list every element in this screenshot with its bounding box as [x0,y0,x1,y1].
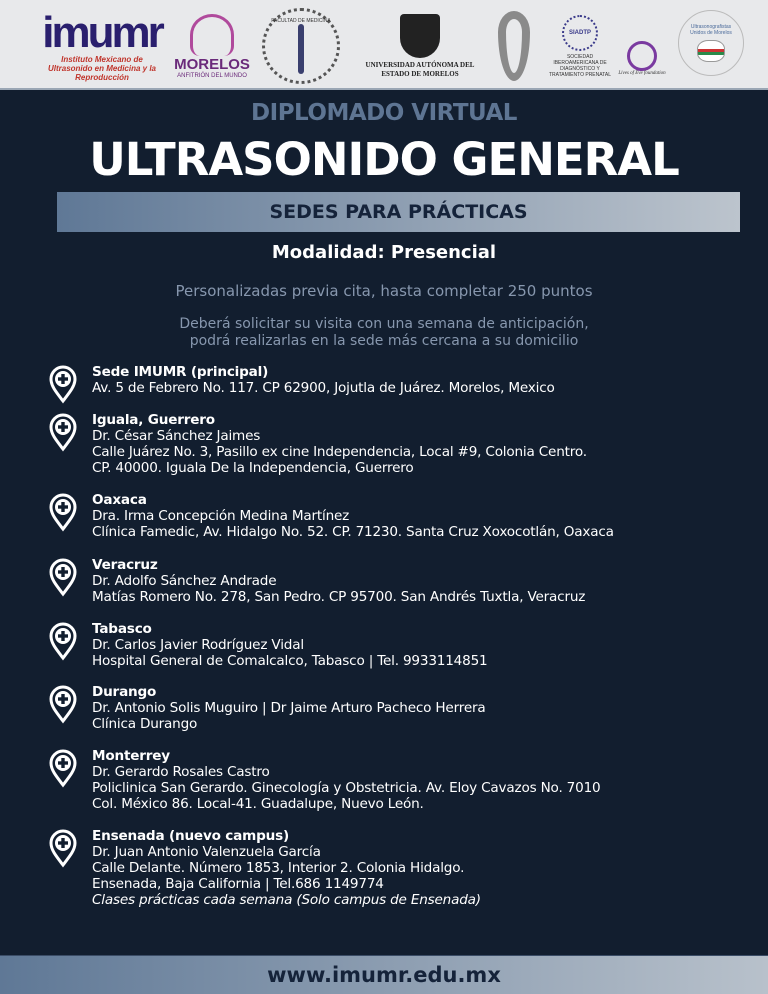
sede-line: Clínica Famedic, Av. Hidalgo No. 52. CP. 71230. Santa Cruz Xoxocotlán, Oaxaca [92,524,614,540]
sede-item [48,828,748,908]
modality: Modalidad: Presencial [271,242,497,263]
mother-child-icon [498,11,530,81]
location-pin-icon [48,748,78,788]
sede-name: Monterrey [92,748,170,764]
uaem-logo: UNIVERSIDAD AUTÓNOMA DEL ESTADO DE MORELOS [360,6,480,86]
sede-name: Oaxaca [92,492,147,508]
lotus-icon [190,14,234,56]
drop-logo [490,8,538,84]
location-pin-icon [48,492,78,532]
sede-name: Durango [92,684,157,700]
caduceus-icon [298,24,304,74]
sede-line: Ensenada, Baja California | Tel.686 1149774 [92,876,384,892]
location-pin-icon [48,412,78,452]
sede-line: Calle Delante. Número 1853, Interior 2. Colonia Hidalgo. [92,860,465,876]
sede-line: Dr. Gerardo Rosales Castro [92,764,270,780]
facultad-medicina-logo: FACULTAD DE MEDICINA [262,8,340,84]
sede-line: Dr. Antonio Solis Muguiro | Dr Jaime Arturo Pacheco Herrera [92,700,486,716]
sede-item [48,621,748,669]
imumr-logo: imumr Instituto Mexicano de Ultrasonido en Medicina y la Reproducción [42,7,162,82]
sede-line: Calle Juárez No. 3, Pasillo ex cine Independencia, Local #9, Colonia Centro. [92,444,587,460]
sede-note: Clases prácticas cada semana (Solo campus de Ensenada) [92,892,481,908]
sede-item [48,492,748,540]
sede-name: Veracruz [92,557,158,573]
sede-line: Col. México 86. Local-41. Guadalupe, Nuevo León. [92,796,424,812]
subtitle: DIPLOMADO VIRTUAL [251,100,517,126]
siadtp-logo: SIADTP SOCIEDAD IBEROAMERICANA DE DIAGNÓSTICO Y TRATAMIENTO PRENATAL [548,8,612,84]
sede-line: Dra. Irma Concepción Medina Martínez [92,508,350,524]
sede-line: Dr. Adolfo Sánchez Andrade [92,573,277,589]
sede-line: Policlinica San Gerardo. Ginecología y Obstetricia. Av. Eloy Cavazos No. 7010 [92,780,601,796]
lives-of-eve-logo: Lives of Eve foundation [618,8,666,84]
sede-item [48,748,748,812]
page-title: ULTRASONIDO GENERAL [89,133,679,186]
sede-item [48,557,748,605]
morelos-logo: MORELOS ANFITRIÓN DEL MUNDO [172,6,252,86]
sede-line: CP. 40000. Iguala De la Independencia, Guerrero [92,460,414,476]
sede-line: Hospital General de Comalcalco, Tabasco | Tel. 9933114851 [92,653,488,669]
sede-line: Matías Romero No. 278, San Pedro. CP 95700. San Andrés Tuxtla, Veracruz [92,589,586,605]
location-pin-icon [48,557,78,597]
sede-name: Sede IMUMR (principal) [92,364,269,380]
sede-line: Clínica Durango [92,716,198,732]
location-pin-icon [48,364,78,404]
sede-line: Av. 5 de Febrero No. 117. CP 62900, Jojutla de Juárez. Morelos, Mexico [92,380,555,396]
sede-name: Ensenada (nuevo campus) [92,828,289,844]
map-icon [697,40,725,62]
sede-item [48,364,748,404]
sede-name: Iguala, Guerrero [92,412,215,428]
fetus-icon [627,41,657,71]
map-logo: Ultrasonografistas Unidos de Morelos [678,10,744,76]
location-pin-icon [48,828,78,868]
sede-item [48,684,748,732]
footer-url[interactable]: www.imumr.edu.mx [0,955,768,994]
location-pin-icon [48,684,78,724]
sede-line: Dr. César Sánchez Jaimes [92,428,261,444]
sede-name: Tabasco [92,621,152,637]
personalized-note: Personalizadas previa cita, hasta completar 250 puntos [175,282,593,300]
section-band: SEDES PARA PRÁCTICAS [57,192,740,232]
location-pin-icon [48,621,78,661]
logo-strip [0,0,768,90]
sede-item [48,412,748,476]
instructions: Deberá solicitar su visita con una semana de anticipación, podrá realizarlas en la sede más cercana a su domicilio [179,316,589,349]
sede-line: Dr. Carlos Javier Rodríguez Vidal [92,637,304,653]
sede-line: Dr. Juan Antonio Valenzuela García [92,844,321,860]
shield-icon [400,14,440,58]
